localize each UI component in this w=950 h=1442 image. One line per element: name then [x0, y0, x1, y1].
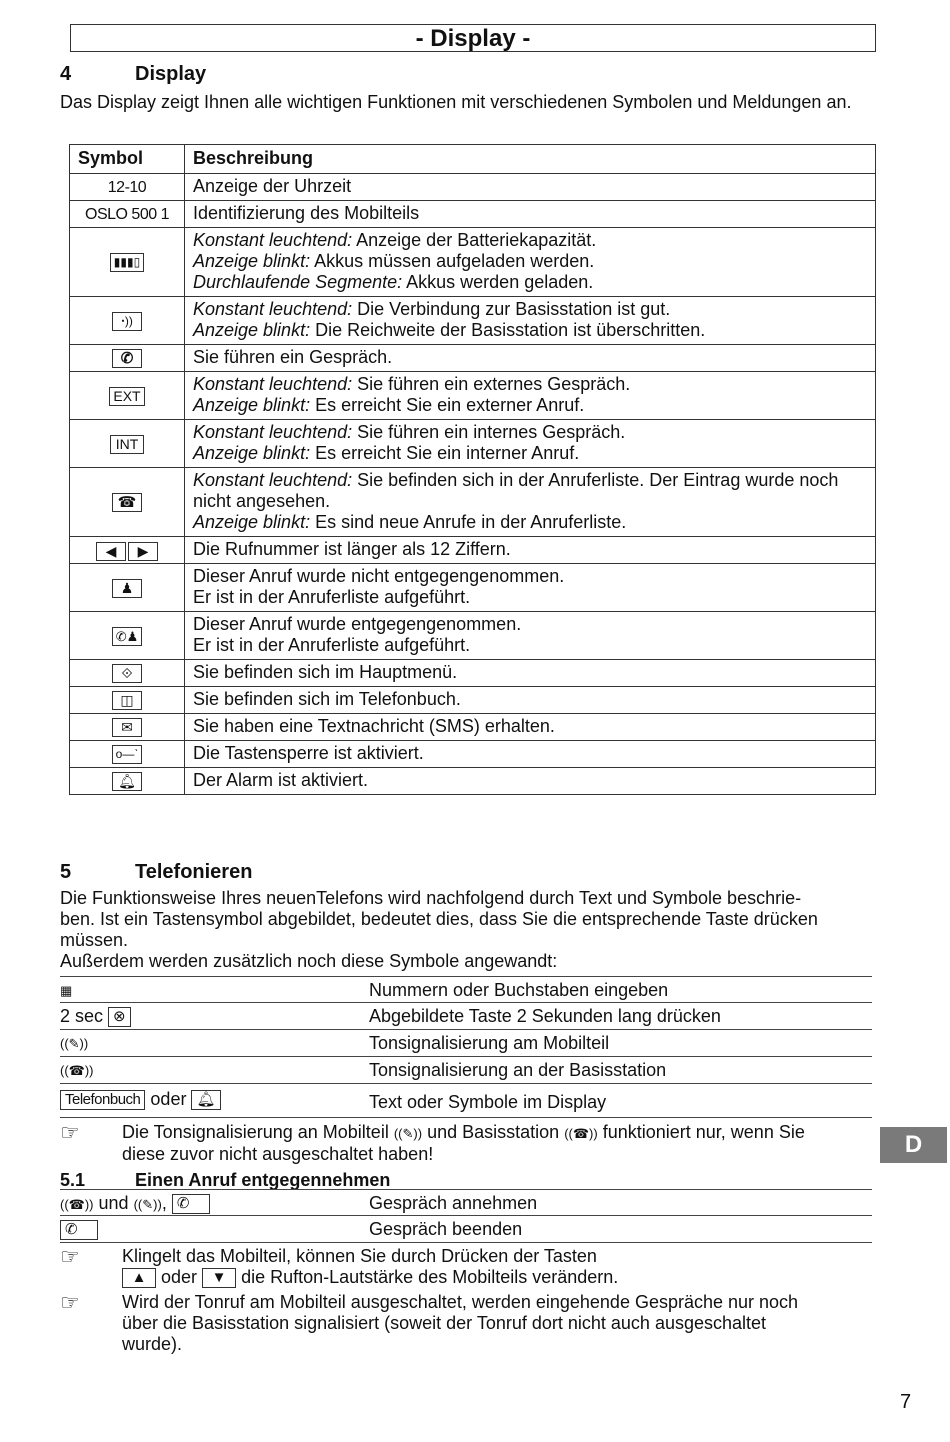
table-row	[70, 201, 876, 228]
table-row	[70, 468, 876, 537]
table-row	[70, 420, 876, 468]
symbol-table	[69, 144, 876, 795]
symbol-cell	[70, 372, 185, 420]
handset-ring-icon: ((✎))	[133, 1197, 162, 1212]
telefonbuch-box: Telefonbuch	[60, 1090, 145, 1110]
list-item-text: Nummern oder Buchstaben eingeben	[369, 980, 669, 1000]
symbol-cell	[70, 741, 185, 768]
description-line	[193, 299, 867, 320]
description-line	[193, 689, 867, 710]
person-phone-icon: ✆♟	[112, 627, 143, 646]
section-4-heading	[60, 64, 206, 85]
description-cell	[185, 741, 876, 768]
state-label: Konstant leuchtend:	[193, 422, 353, 442]
description-text: Die Reichweite der Basisstation ist überschritten.	[310, 320, 706, 340]
table-row	[70, 660, 876, 687]
symbol-cell	[70, 174, 185, 201]
description-text: Die Verbindung zur Basisstation ist gut.	[352, 299, 671, 319]
state-label: Konstant leuchtend:	[193, 299, 353, 319]
description-line	[193, 272, 867, 293]
description-text: Der Alarm ist aktiviert.	[193, 770, 369, 790]
description-line	[193, 230, 867, 251]
table-row	[70, 297, 876, 345]
description-line	[193, 347, 867, 368]
arrows-icon: ◀ ▶	[96, 542, 158, 561]
keypad-icon: ▦	[60, 983, 73, 998]
state-label: Anzeige blinkt:	[193, 512, 311, 532]
description-line	[193, 770, 867, 791]
description-cell	[185, 564, 876, 612]
table-row	[70, 687, 876, 714]
note-line: wurde).	[122, 1334, 183, 1354]
intro-line: ben. Ist ein Tastensymbol abgebildet, bedeutet dies, dass Sie die entsprechende Taste drücken	[60, 909, 818, 929]
section-number: 5	[60, 861, 72, 883]
table-row	[70, 228, 876, 297]
state-label: Anzeige blinkt:	[193, 251, 311, 271]
description-cell	[185, 612, 876, 660]
down-key-icon: ▼	[202, 1268, 236, 1288]
description-cell	[185, 687, 876, 714]
table-row	[70, 768, 876, 795]
description-line	[193, 374, 867, 395]
call-key-icon: ✆	[172, 1194, 210, 1214]
description-text: Sie befinden sich in der Anruferliste. Der Eintrag wurde noch nicht angesehen.	[193, 470, 844, 511]
list-item-text: Gespräch annehmen	[369, 1193, 538, 1213]
note-text	[122, 1246, 876, 1288]
description-text: Es erreicht Sie ein interner Anruf.	[310, 443, 580, 463]
table-row	[70, 372, 876, 420]
description-text: Sie haben eine Textnachricht (SMS) erhalten.	[193, 716, 555, 736]
description-cell	[185, 660, 876, 687]
description-line	[193, 716, 867, 737]
pointing-hand-icon: ☞	[60, 1290, 80, 1315]
description-cell	[185, 174, 876, 201]
list-item	[60, 1003, 872, 1030]
two-sec-label: 2 sec	[60, 1006, 104, 1026]
note-block	[60, 1122, 876, 1165]
column-header-symbol: Symbol	[70, 145, 185, 174]
description-line	[193, 470, 867, 512]
description-text: Dieser Anruf wurde entgegengenommen.	[193, 614, 522, 634]
battery-icon: ▮▮▮▯	[110, 253, 144, 272]
list-item-text: Abgebildete Taste 2 Sekunden lang drücken	[369, 1006, 721, 1026]
intro-line: Außerdem werden zusätzlich noch diese Symbole angewandt:	[60, 951, 558, 971]
description-cell	[185, 201, 876, 228]
list-item-text: Tonsignalisierung am Mobilteil	[369, 1033, 610, 1053]
description-text: Sie befinden sich im Telefonbuch.	[193, 689, 461, 709]
table-row	[70, 741, 876, 768]
section-title: Display	[135, 63, 207, 85]
symbol-text: 12-10	[107, 179, 147, 196]
description-line	[193, 176, 867, 197]
state-label: Anzeige blinkt:	[193, 320, 311, 340]
description-text: Dieser Anruf wurde nicht entgegengenommen.	[193, 566, 565, 586]
symbol-cell	[70, 687, 185, 714]
note-fragment: funktioniert nur, wenn Sie	[602, 1122, 805, 1142]
menu-icon: ⟐	[112, 664, 142, 683]
table-row	[70, 612, 876, 660]
symbol-cell	[70, 420, 185, 468]
description-cell	[185, 345, 876, 372]
note-fragment: diese zuvor nicht ausgeschaltet haben!	[122, 1144, 434, 1164]
section-5-1-heading	[60, 1170, 390, 1191]
section-number: 5.1	[60, 1170, 86, 1190]
symbol-legend-list	[60, 976, 872, 1118]
symbol-cell	[70, 537, 185, 564]
note-line: über die Basisstation signalisiert (soweit der Tonruf dort nicht auch ausgeschaltet	[122, 1313, 767, 1333]
list-item-left	[60, 1219, 98, 1240]
base-ring-icon: ((☎))	[60, 1063, 94, 1078]
language-tab: D	[880, 1127, 947, 1163]
handset-ring-icon: ((✎))	[60, 1036, 89, 1051]
state-label: Anzeige blinkt:	[193, 395, 311, 415]
symbol-cell	[70, 297, 185, 345]
section-title: Telefonieren	[135, 861, 253, 883]
table-header-row	[70, 145, 876, 174]
description-cell	[185, 714, 876, 741]
list-item-left	[60, 1089, 221, 1110]
description-line	[193, 587, 867, 608]
key-icon: o—ˋ	[112, 745, 143, 764]
symbol-cell	[70, 201, 185, 228]
and-label: und	[98, 1193, 129, 1213]
table-row	[70, 345, 876, 372]
symbol-cell	[70, 468, 185, 537]
description-text: Identifizierung des Mobilteils	[193, 203, 420, 223]
list-item-text: Tonsignalisierung an der Basisstation	[369, 1060, 667, 1080]
description-text: Sie führen ein Gespräch.	[193, 347, 393, 367]
note-fragment: und Basisstation	[427, 1122, 560, 1142]
symbol-cell	[70, 345, 185, 372]
list-item	[60, 1216, 872, 1243]
description-text: Es sind neue Anrufe in der Anruferliste.	[310, 512, 627, 532]
column-header-description: Beschreibung	[185, 145, 876, 174]
note-line: Wird der Tonruf am Mobilteil ausgeschaltet, werden eingehende Gespräche nur noch	[122, 1292, 799, 1312]
bell-icon: 🔔︎	[112, 772, 142, 791]
note-fragment: die Rufton-Lautstärke des Mobilteils verändern.	[241, 1267, 619, 1287]
list-item	[60, 1189, 872, 1216]
description-text: Er ist in der Anruferliste aufgeführt.	[193, 635, 471, 655]
list-item-left	[60, 1006, 131, 1027]
symbol-text: INT	[110, 435, 144, 454]
intro-line: müssen.	[60, 930, 129, 950]
description-cell	[185, 297, 876, 345]
section-5-heading	[60, 862, 252, 883]
description-cell	[185, 372, 876, 420]
list-item	[60, 976, 872, 1003]
description-line	[193, 566, 867, 587]
person-icon: ♟	[112, 579, 142, 598]
or-label: oder	[150, 1089, 187, 1109]
symbol-text: OSLO 500 1	[85, 206, 169, 223]
list-item-text: Text oder Symbole im Display	[369, 1092, 607, 1112]
list-item-left: ((☎)) und ((✎)), ✆	[60, 1193, 210, 1215]
symbol-cell	[70, 714, 185, 741]
description-line	[193, 320, 867, 341]
description-line	[193, 203, 867, 224]
note-text	[122, 1292, 876, 1355]
note-block	[60, 1292, 876, 1355]
section-number: 4	[60, 63, 72, 85]
description-cell	[185, 420, 876, 468]
table-row	[70, 537, 876, 564]
description-text: Er ist in der Anruferliste aufgeführt.	[193, 587, 471, 607]
symbol-cell	[70, 564, 185, 612]
description-text: Die Rufnummer ist länger als 12 Ziffern.	[193, 539, 511, 559]
note-fragment: oder	[161, 1267, 198, 1287]
table-row	[70, 174, 876, 201]
description-line	[193, 635, 867, 656]
page-number: 7	[900, 1391, 912, 1413]
description-line	[193, 512, 867, 533]
up-key-icon: ▲	[122, 1268, 156, 1288]
answer-call-list	[60, 1189, 872, 1243]
description-line	[193, 614, 867, 635]
description-cell	[185, 768, 876, 795]
symbol-cell	[70, 228, 185, 297]
symbol-cell	[70, 768, 185, 795]
description-text: Akkus müssen aufgeladen werden.	[310, 251, 595, 271]
phone-icon: ☎	[112, 493, 142, 512]
description-cell	[185, 468, 876, 537]
description-line	[193, 539, 867, 560]
note-fragment: Die Tonsignalisierung an Mobilteil	[122, 1122, 389, 1142]
section-title: Einen Anruf entgegennehmen	[135, 1170, 391, 1190]
pointing-hand-icon: ☞	[60, 1120, 80, 1145]
intro-line: Die Funktionsweise Ihres neuenTelefons wird nachfolgend durch Text und Symbole beschrie-	[60, 888, 802, 908]
bell-icon: 🔔︎	[191, 1090, 220, 1110]
handset-icon: ✆	[112, 349, 142, 368]
section-5-intro	[60, 888, 876, 972]
list-item	[60, 1030, 872, 1057]
table-body	[70, 174, 876, 795]
state-label: Anzeige blinkt:	[193, 443, 311, 463]
list-item-text: Gespräch beenden	[369, 1219, 523, 1239]
description-line	[193, 395, 867, 416]
description-line	[193, 251, 867, 272]
description-cell	[185, 537, 876, 564]
book-icon: ◫	[112, 691, 142, 710]
envelope-icon: ✉	[112, 718, 142, 737]
page-header-title: - Display -	[70, 24, 876, 52]
table-row	[70, 564, 876, 612]
state-label: Durchlaufende Segmente:	[193, 272, 403, 292]
state-label: Konstant leuchtend:	[193, 470, 353, 490]
clear-key-icon: ⊗	[108, 1007, 131, 1027]
antenna-icon: ꞏ))	[112, 312, 142, 331]
list-item	[60, 1057, 872, 1084]
description-line	[193, 422, 867, 443]
table-row	[70, 714, 876, 741]
description-text: Es erreicht Sie ein externer Anruf.	[310, 395, 585, 415]
description-text: Sie führen ein externes Gespräch.	[352, 374, 631, 394]
note-block	[60, 1246, 876, 1288]
description-text: Die Tastensperre ist aktiviert.	[193, 743, 424, 763]
state-label: Konstant leuchtend:	[193, 230, 353, 250]
description-text: Akkus werden geladen.	[402, 272, 594, 292]
base-ring-icon: ((☎))	[60, 1197, 94, 1212]
description-text: Anzeige der Uhrzeit	[193, 176, 352, 196]
symbol-text: EXT	[109, 387, 144, 406]
base-ring-icon: ((☎))	[564, 1126, 598, 1141]
note-text	[122, 1122, 876, 1165]
description-text: Anzeige der Batteriekapazität.	[352, 230, 597, 250]
handset-ring-icon: ((✎))	[393, 1126, 423, 1141]
symbol-cell	[70, 660, 185, 687]
description-text: Sie befinden sich im Hauptmenü.	[193, 662, 458, 682]
symbol-cell	[70, 612, 185, 660]
pointing-hand-icon: ☞	[60, 1244, 80, 1269]
list-item	[60, 1084, 872, 1118]
description-cell	[185, 228, 876, 297]
end-call-key-icon: ✆	[60, 1220, 98, 1240]
description-text: Sie führen ein internes Gespräch.	[352, 422, 626, 442]
state-label: Konstant leuchtend:	[193, 374, 353, 394]
description-line	[193, 662, 867, 683]
description-line	[193, 743, 867, 764]
description-line	[193, 443, 867, 464]
section-4-intro: Das Display zeigt Ihnen alle wichtigen Funktionen mit verschiedenen Symbolen und Meldungen an.	[60, 92, 852, 112]
note-fragment: Klingelt das Mobilteil, können Sie durch Drücken der Tasten	[122, 1246, 597, 1266]
